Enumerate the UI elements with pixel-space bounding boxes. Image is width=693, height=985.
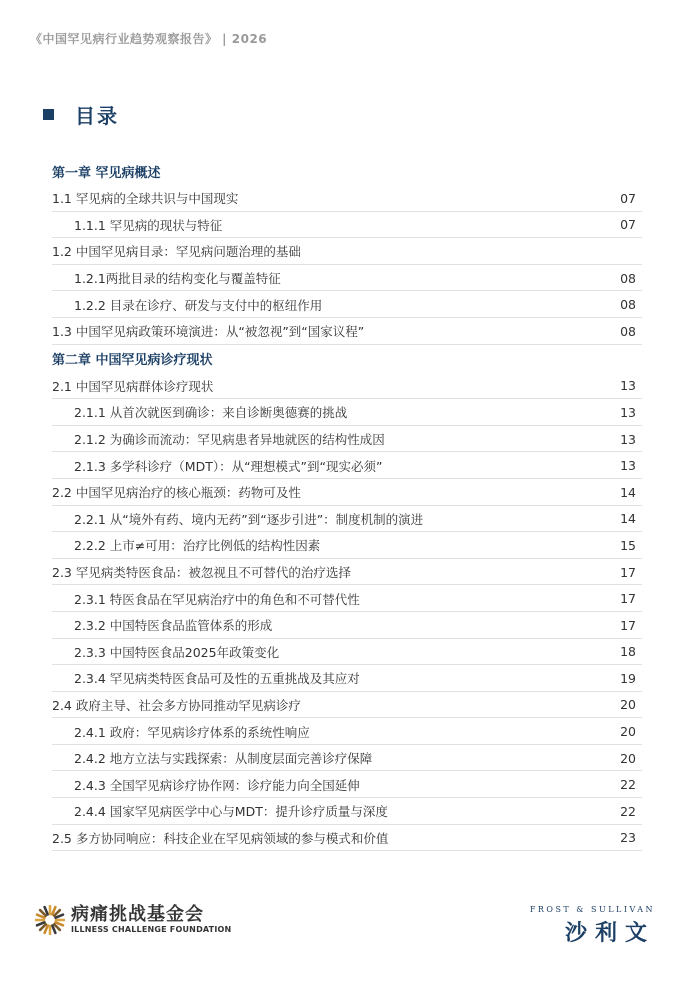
toc-entry[interactable] bbox=[52, 506, 642, 533]
toc-entry-label: 2.4.2 地方立法与实践探索：从制度层面完善诊疗保障 bbox=[74, 751, 373, 767]
toc-entry-page: 14 bbox=[620, 511, 636, 527]
toc-entry[interactable] bbox=[52, 238, 642, 265]
toc-entry[interactable] bbox=[52, 639, 642, 666]
toc-entry[interactable] bbox=[52, 665, 642, 692]
toc-entry[interactable] bbox=[52, 825, 642, 852]
toc-entry-label: 1.1 罕见病的全球共识与中国现实 bbox=[52, 191, 239, 207]
toc-entry-label: 1.2 中国罕见病目录：罕见病问题治理的基础 bbox=[52, 244, 301, 260]
toc-entry-label: 2.1 中国罕见病群体诊疗现状 bbox=[52, 378, 214, 394]
toc-entry[interactable] bbox=[52, 265, 642, 292]
toc-entry-label: 2.4.4 国家罕见病医学中心与MDT：提升诊疗质量与深度 bbox=[74, 804, 388, 820]
toc-entry-label: 2.1.2 为确诊而流动：罕见病患者异地就医的结构性成因 bbox=[74, 432, 385, 448]
toc-entry[interactable] bbox=[52, 692, 642, 719]
toc-entry-label: 2.4.1 政府：罕见病诊疗体系的系统性响应 bbox=[74, 724, 310, 740]
toc-chapter-heading bbox=[52, 345, 642, 373]
toc-entry-label: 1.2.1两批目录的结构变化与覆盖特征 bbox=[74, 271, 281, 287]
sunburst-logo-icon bbox=[35, 905, 65, 935]
toc-entry[interactable] bbox=[52, 426, 642, 453]
title-square-icon bbox=[43, 109, 54, 120]
toc-entry[interactable] bbox=[52, 771, 642, 798]
toc-entry-page: 19 bbox=[620, 670, 636, 686]
toc-entry-page: 07 bbox=[620, 190, 636, 206]
toc-entry-label: 2.4.3 全国罕见病诊疗协作网：诊疗能力向全国延伸 bbox=[74, 777, 360, 793]
toc-entry-page: 08 bbox=[620, 297, 636, 313]
toc-entry-page: 08 bbox=[620, 270, 636, 286]
frost-sullivan-cn: 沙利文 bbox=[564, 921, 655, 946]
toc-entry-label: 1.3 中国罕见病政策环境演进：从“被忽视”到“国家议程” bbox=[52, 324, 365, 340]
toc-entry[interactable] bbox=[52, 399, 642, 426]
toc-title: 目录 bbox=[75, 104, 119, 128]
toc-entry-page: 20 bbox=[620, 697, 636, 713]
toc-entry[interactable] bbox=[52, 798, 642, 825]
toc-entry-label: 2.3.2 中国特医食品监管体系的形成 bbox=[74, 618, 273, 634]
toc-entry-label: 2.3.1 特医食品在罕见病治疗中的角色和不可替代性 bbox=[74, 591, 360, 607]
toc-entry-label: 1.2.2 目录在诊疗、研发与支付中的枢纽作用 bbox=[74, 297, 323, 313]
toc-chapter-heading bbox=[52, 157, 642, 185]
toc-entry-label: 1.1.1 罕见病的现状与特征 bbox=[74, 217, 223, 233]
toc-entry-page: 17 bbox=[620, 591, 636, 607]
toc-entry[interactable] bbox=[52, 745, 642, 772]
toc-entry-label: 2.1.1 从首次就医到确诊：来自诊断奥德赛的挑战 bbox=[74, 405, 348, 421]
toc-entry-label: 2.3.4 罕见病类特医食品可及性的五重挑战及其应对 bbox=[74, 671, 360, 687]
toc-entry-label: 2.5 多方协同响应：科技企业在罕见病领域的参与模式和价值 bbox=[52, 830, 389, 846]
toc-entry[interactable] bbox=[52, 291, 642, 318]
toc-entry-label: 2.2.1 从“境外有药、境内无药”到“逐步引进”：制度机制的演进 bbox=[74, 511, 424, 527]
toc-separator bbox=[52, 850, 642, 851]
toc-entry-label: 2.4 政府主导、社会多方协同推动罕见病诊疗 bbox=[52, 697, 301, 713]
toc-entry-page: 14 bbox=[620, 484, 636, 500]
toc-entry-page: 20 bbox=[620, 724, 636, 740]
toc-entry[interactable] bbox=[52, 479, 642, 506]
toc-entry-page: 22 bbox=[620, 777, 636, 793]
toc-title-row bbox=[43, 100, 119, 129]
frost-sullivan-logo bbox=[530, 905, 655, 947]
toc-entry-page: 18 bbox=[620, 644, 636, 660]
toc-entry[interactable] bbox=[52, 212, 642, 239]
toc-entry[interactable] bbox=[52, 718, 642, 745]
toc-entry-page: 13 bbox=[620, 404, 636, 420]
toc-entry[interactable] bbox=[52, 452, 642, 479]
toc-entry-page: 15 bbox=[620, 537, 636, 553]
frost-sullivan-en: FROST & SULLIVAN bbox=[529, 905, 655, 914]
toc-entry[interactable] bbox=[52, 612, 642, 639]
toc-entry-page: 17 bbox=[620, 564, 636, 580]
toc-entry-page: 23 bbox=[620, 830, 636, 846]
toc-entry-page: 13 bbox=[620, 431, 636, 447]
toc-entry-label: 2.3 罕见病类特医食品：被忽视且不可替代的治疗选择 bbox=[52, 565, 351, 581]
toc-entry-label: 第一章 罕见病概述 bbox=[52, 165, 161, 181]
table-of-contents bbox=[52, 157, 642, 851]
toc-entry-label: 2.1.3 多学科诊疗（MDT）：从“理想模式”到“现实必须” bbox=[74, 458, 383, 474]
toc-entry[interactable] bbox=[52, 585, 642, 612]
toc-entry-page: 08 bbox=[620, 323, 636, 339]
toc-entry-page: 13 bbox=[620, 378, 636, 394]
toc-entry[interactable] bbox=[52, 559, 642, 586]
toc-entry-label: 2.2 中国罕见病治疗的核心瓶颈：药物可及性 bbox=[52, 485, 301, 501]
toc-entry-label: 2.2.2 上市≠可用：治疗比例低的结构性因素 bbox=[74, 538, 321, 554]
toc-entry-page: 17 bbox=[620, 617, 636, 633]
toc-entry[interactable] bbox=[52, 532, 642, 559]
toc-entry-page: 22 bbox=[620, 803, 636, 819]
toc-entry-label: 2.3.3 中国特医食品2025年政策变化 bbox=[74, 644, 280, 660]
report-header: 《中国罕见病行业趋势观察报告》 | 2026 bbox=[30, 32, 268, 46]
toc-entry-page: 13 bbox=[620, 458, 636, 474]
illness-challenge-logo bbox=[35, 905, 231, 935]
toc-entry[interactable] bbox=[52, 318, 642, 345]
toc-entry-label: 第二章 中国罕见病诊疗现状 bbox=[52, 353, 213, 369]
toc-entry-page: 20 bbox=[620, 750, 636, 766]
toc-entry[interactable] bbox=[52, 373, 642, 400]
foundation-name-en: ILLNESS CHALLENGE FOUNDATION bbox=[71, 925, 232, 934]
toc-entry-page: 07 bbox=[620, 217, 636, 233]
toc-entry[interactable] bbox=[52, 185, 642, 212]
foundation-name-cn: 病痛挑战基金会 bbox=[71, 904, 204, 925]
